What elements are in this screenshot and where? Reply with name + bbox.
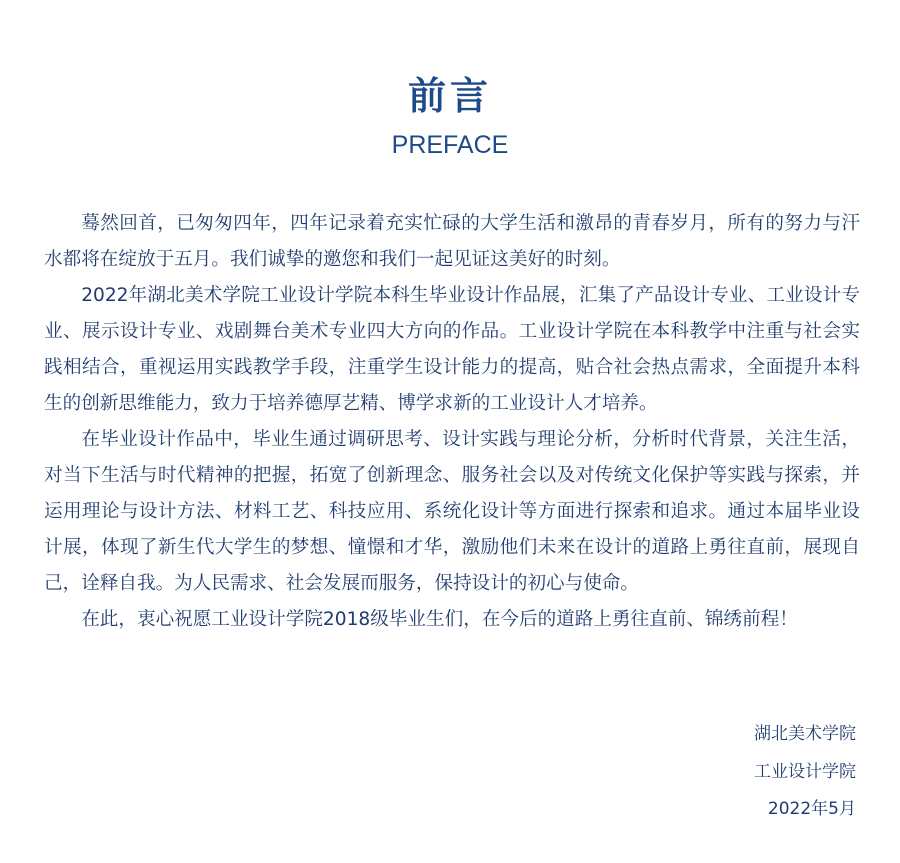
- paragraph: 在此，衷心祝愿工业设计学院2018级毕业生们，在今后的道路上勇往直前、锦绣前程！: [81, 609, 798, 630]
- paragraph: 蓦然回首，已匆匆四年，四年记录着充实忙碌的大学生活和激昂的青春岁月，所有的努力与汗水都将在绽放于五月。我们诚挚的邀您和我们一起见证这美好的时刻。: [44, 213, 860, 270]
- signature-school: 湖北美术学院: [754, 724, 856, 744]
- signature: [754, 716, 856, 829]
- page-title: 前言: [407, 74, 492, 118]
- preface-body: [44, 206, 860, 638]
- page-subtitle: PREFACE: [391, 131, 509, 159]
- paragraph: 在毕业设计作品中，毕业生通过调研思考、设计实践与理论分析，分析时代背景，关注生活，对当下生活与时代精神的把握，拓宽了创新理念、服务社会以及对传统文化保护等实践与探索，并运用理论与设计方法、材料工艺、科技应用、系统化设计等方面进行探索和追求。通过本届毕业设计展，体现了新生代大学生的梦想、憧憬和才华，激励他们未来在设计的道路上勇往直前，展现自己，诠释自我。为人民需求、社会发展而服务，保持设计的初心与使命。: [44, 429, 860, 594]
- paragraph: 2022年湖北美术学院工业设计学院本科生毕业设计作品展，汇集了产品设计专业、工业设计专业、展示设计专业、戏剧舞台美术专业四大方向的作品。工业设计学院在本科教学中注重与社会实践相结合，重视运用实践教学手段，注重学生设计能力的提高，贴合社会热点需求，全面提升本科生的创新思维能力，致力于培养德厚艺精、博学求新的工业设计人才培养。: [44, 285, 860, 414]
- signature-college: 工业设计学院: [754, 761, 856, 782]
- signature-date: 2022年5月: [767, 799, 856, 819]
